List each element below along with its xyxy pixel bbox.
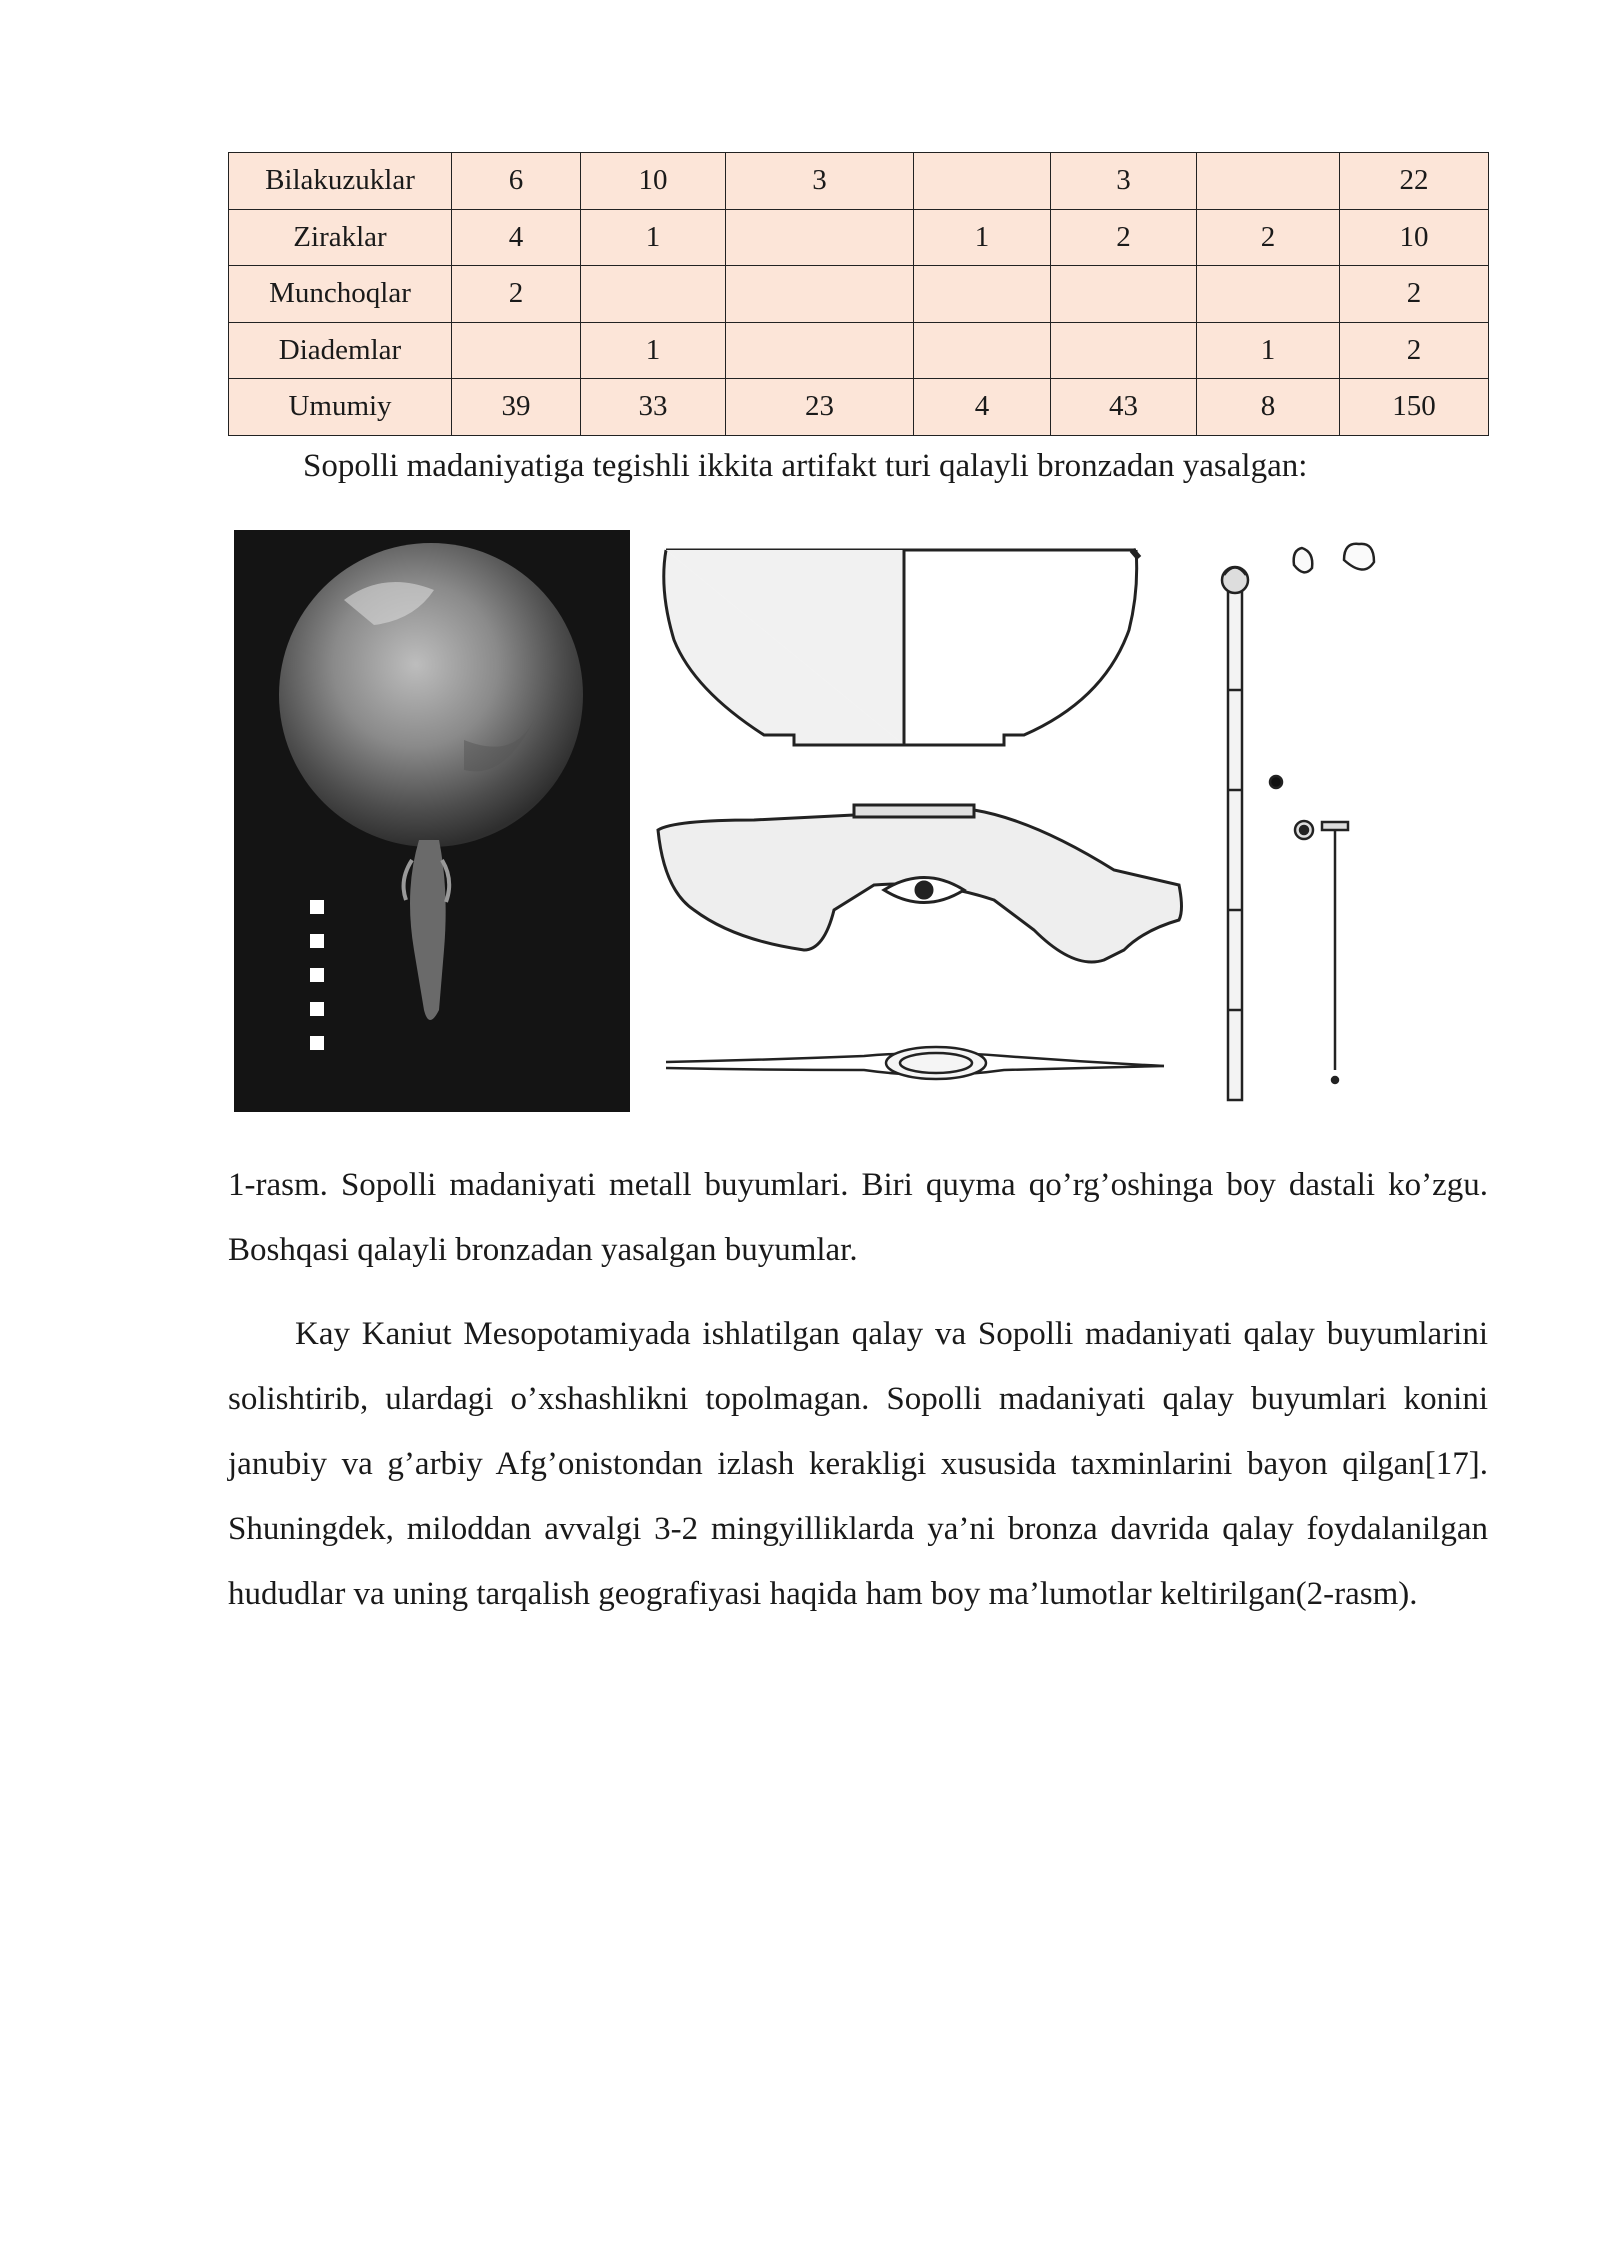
table-cell (452, 322, 581, 379)
row-label: Diademlar (229, 322, 452, 379)
table-cell: 2 (1340, 322, 1489, 379)
table-cell: 2 (1340, 266, 1489, 323)
figure-1 (234, 530, 1404, 1115)
table-cell (914, 153, 1051, 210)
intro-sentence: Sopolli madaniyatiga tegishli ikkita artifakt turi qalayli bronzadan yasalgan: (303, 448, 1308, 484)
pin-drawing (666, 1047, 1164, 1079)
table-cell (726, 209, 914, 266)
table-cell (726, 322, 914, 379)
axe-drawing (658, 805, 1182, 962)
row-label: Ziraklar (229, 209, 452, 266)
row-label: Umumiy (229, 379, 452, 436)
table-cell (726, 266, 914, 323)
table-cell: 33 (581, 379, 726, 436)
artifact-count-table (228, 152, 1489, 436)
table-row (229, 153, 1489, 210)
table-cell: 2 (452, 266, 581, 323)
table-row (229, 209, 1489, 266)
table-cell (914, 266, 1051, 323)
table-body (229, 153, 1489, 436)
body-paragraph: Kay Kaniut Mesopotamiyada ishlatilgan qalay va Sopolli madaniyati qalay buyumlarini solishtirib, ulardagi o’xshashlikni topolmagan. Sopolli madaniyati qalay buyumlari konini janubiy va g’arbiy Afg’onistondan izlash kerakligi xususida taxminlarini bayon qilgan[17]. Shuningdek, miloddan avvalgi 3-2 mingyilliklarda ya’ni bronza davrida qalay foydalanilgan hududlar va uning tarqalish geografiyasi haqida ham boy ma’lumotlar keltirilgan(2-rasm). (228, 1316, 1488, 1612)
mirror-image (234, 530, 630, 1112)
table-cell: 1 (581, 209, 726, 266)
table-cell (914, 322, 1051, 379)
table-cell (581, 266, 726, 323)
table-cell: 150 (1340, 379, 1489, 436)
table-cell: 1 (914, 209, 1051, 266)
table-cell: 10 (1340, 209, 1489, 266)
table-cell (1197, 266, 1340, 323)
table-cell: 4 (452, 209, 581, 266)
table-cell: 8 (1197, 379, 1340, 436)
table-cell: 4 (914, 379, 1051, 436)
bowl-drawing (664, 550, 1139, 745)
table-cell: 22 (1340, 153, 1489, 210)
table-row (229, 266, 1489, 323)
table-row (229, 322, 1489, 379)
table-cell (1051, 266, 1197, 323)
table-row (229, 379, 1489, 436)
table-cell: 1 (581, 322, 726, 379)
table-cell: 1 (1197, 322, 1340, 379)
table-cell: 10 (581, 153, 726, 210)
rod-drawing (1222, 544, 1374, 1100)
table-cell: 39 (452, 379, 581, 436)
table-cell: 6 (452, 153, 581, 210)
row-label: Munchoqlar (229, 266, 452, 323)
table-cell (1051, 322, 1197, 379)
table-cell: 23 (726, 379, 914, 436)
table-cell: 2 (1051, 209, 1197, 266)
table-cell (1197, 153, 1340, 210)
table-cell: 2 (1197, 209, 1340, 266)
table-cell: 43 (1051, 379, 1197, 436)
row-label: Bilakuzuklar (229, 153, 452, 210)
figure-caption: 1-rasm. Sopolli madaniyati metall buyumlari. Biri quyma qo’rg’oshinga boy dastali ko’zgu. Boshqasi qalayli bronzadan yasalgan buyumlar. (228, 1167, 1488, 1268)
table-cell: 3 (726, 153, 914, 210)
mirror-photo (234, 530, 630, 1112)
table-cell: 3 (1051, 153, 1197, 210)
